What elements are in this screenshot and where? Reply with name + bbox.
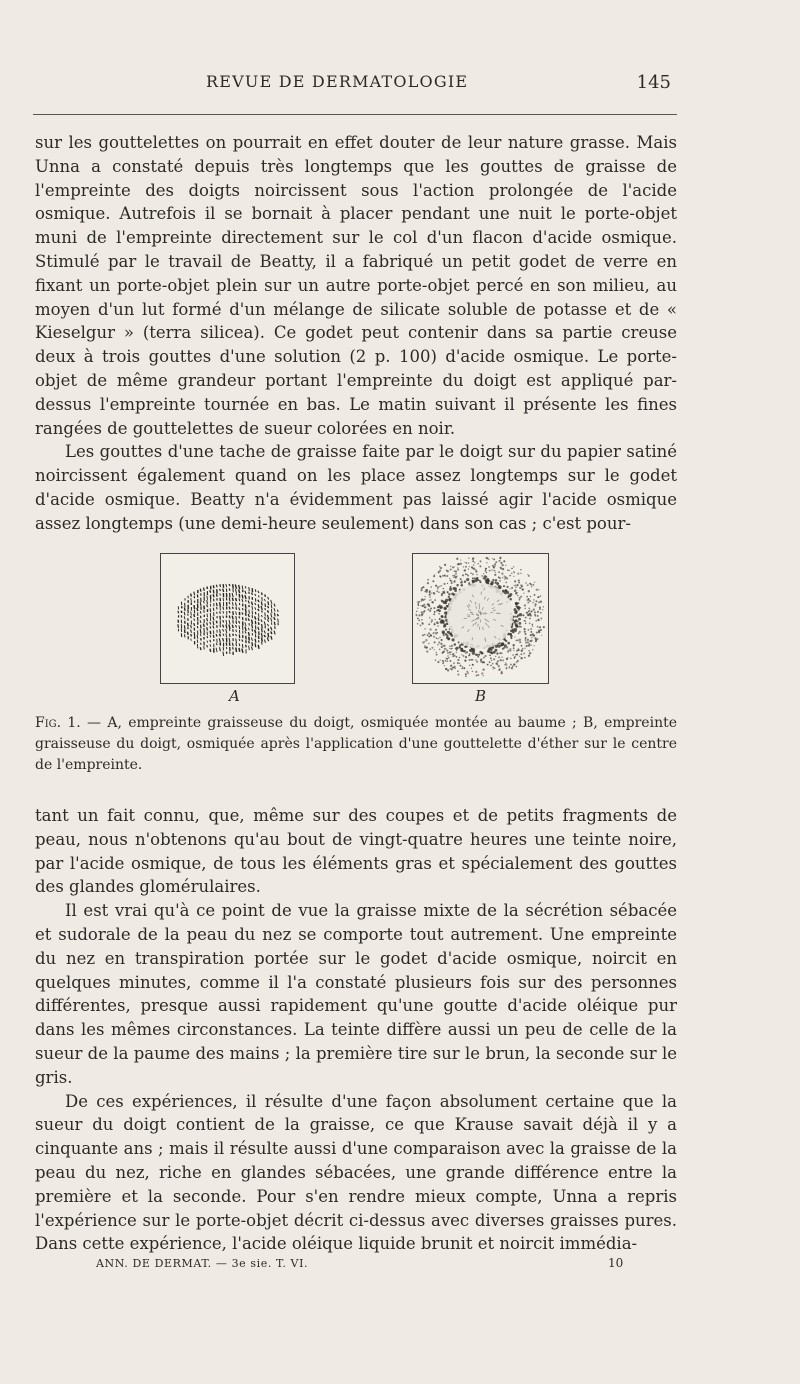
paragraph: De ces expériences, il résulte d'une façon absolument certaine que la sueur du doigt contient de la graisse, ce que Krause savait déjà il y a cinquante ans ; mais il résulte aussi d'une comparaison avec la graisse de la peau du nez, riche en glandes sébacées, une grande différence entre la première et la seconde. Pour s'en rendre mieux compte, Unna a repris l'expérience sur le porte-objet décrit ci-dessus avec diverses graisses pures. Dans cette expérience, l'acide oléique liquide brunit et noircit immédia- <box>35 1091 677 1254</box>
paragraph: tant un fait connu, que, même sur des coupes et de petits fragments de peau, nous n'obtenons qu'au bout de vingt-quatre heures une teinte noire, par l'acide osmique, de tous les éléments gras et spécialement des gouttes des glandes glomérulaires. <box>35 806 677 897</box>
body-text-bottom <box>35 804 677 1256</box>
paragraph: Les gouttes d'une tache de graisse faite par le doigt sur du papier satiné noircissent également quand on les place assez longtemps sur le godet d'acide osmique. Beatty n'a évidemment pas laissé agir l'acide osmique assez longtemps (une demi-heure seulement) dans son cas ; c'est pour- <box>35 442 677 533</box>
header-rule <box>33 114 677 115</box>
running-header-title: REVUE DE DERMATOLOGIE <box>206 72 469 91</box>
figure-label-a: A <box>229 687 240 705</box>
footer-reference: ANN. DE DERMAT. — 3e sie. T. VI. <box>96 1257 309 1270</box>
paragraph: sur les gouttelettes on pourrait en effet douter de leur nature grasse. Mais Unna a constaté depuis très longtemps que les gouttes de graisse de l'empreinte des doigts noircissent sous l'action prolongée de l'acide osmique. Autrefois il se bornait à placer pendant une nuit le porte-objet muni de l'empreinte directement sur le col d'un flacon d'acide osmique. Stimulé par le travail de Beatty, il a fabriqué un petit godet de verre en fixant un porte-objet plein sur un autre porte-objet percé en son milieu, au moyen d'un lut formé d'un mélange de silicate soluble de potasse et de « Kieselgur » (terra silicea). Ce godet peut contenir dans sa partie creuse deux à trois gouttes d'une solution (2 p. 100) d'acide osmique. Le porte-objet de même grandeur portant l'empreinte du doigt est appliqué par-dessus l'empreinte tournée en bas. Le matin suivant il présente les fines rangées de gouttelettes de sueur colorées en noir. <box>35 133 677 438</box>
caption-intro: Fig. 1. <box>35 715 81 731</box>
caption-text: — A, empreinte graisseuse du doigt, osmiquée montée au baume ; B, empreinte graisseuse du doigt, osmiquée après l'application d'une gouttelette d'éther sur le centre de l'empreinte. <box>35 715 677 773</box>
figure-a-fingerprint <box>160 553 295 684</box>
body-text-top <box>35 131 677 536</box>
page-number: 145 <box>636 72 671 93</box>
footer-signature: 10 <box>608 1256 624 1270</box>
figure-b-fingerprint <box>412 553 549 684</box>
figure-caption <box>35 713 677 776</box>
figure-label-b: B <box>475 687 487 705</box>
paragraph: Il est vrai qu'à ce point de vue la graisse mixte de la sécrétion sébacée et sudorale de la peau du nez se comporte tout autrement. Une empreinte du nez en transpiration portée sur le godet d'acide osmique, noircit en quelques minutes, comme il l'a constaté plusieurs fois sur des personnes différentes, presque aussi rapidement qu'une goutte d'acide oléique pur dans les mêmes circonstances. La teinte diffère aussi un peu de celle de la sueur de la paume des mains ; la première tire sur le brun, la seconde sur le gris. <box>35 901 677 1087</box>
